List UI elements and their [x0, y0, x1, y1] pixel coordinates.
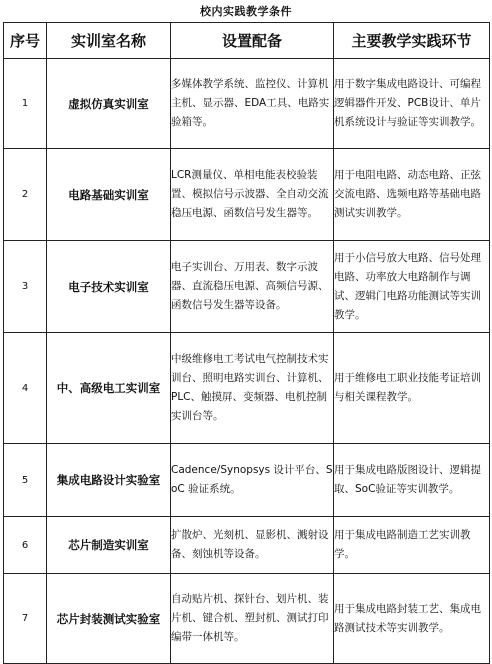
equipment-cell: 中级维修电工考试电气控制技术实训台、照明电路实训台、计算机、PLC、触摸屏、变频器、电机控制实训台等。 [171, 333, 334, 444]
row-number: 5 [4, 444, 47, 517]
practice-cell: 用于集成电路制造工艺实训教学。 [334, 517, 490, 574]
room-name: 芯片制造实训室 [47, 517, 171, 574]
equipment-cell: 电子实训台、万用表、数字示波器、直流稳压电源、高频信号源、函数信号发生器等设备。 [171, 241, 334, 333]
table-row [4, 517, 490, 574]
equipment-cell: 多媒体教学系统、监控仪、计算机主机、显示器、EDA工具、电路实验箱等。 [171, 59, 334, 149]
room-name: 芯片封装测试实验室 [47, 574, 171, 664]
equipment-cell: LCR测量仪、单相电能表校验装置、模拟信号示波器、全自动交流稳压电源、函数信号发生器等。 [171, 149, 334, 241]
row-number: 4 [4, 333, 47, 444]
table-row [4, 241, 490, 333]
equipment-cell: Cadence/Synopsys 设计平台、SoC 验证系统。 [171, 444, 334, 517]
practice-cell: 用于集成电路封装工艺、集成电路测试技术等实训教学。 [334, 574, 490, 664]
header-equipment: 设置配备 [171, 23, 334, 59]
row-number: 7 [4, 574, 47, 664]
room-name: 集成电路设计实验室 [47, 444, 171, 517]
table-caption: 校内实践教学条件 [200, 5, 292, 18]
practice-cell: 用于电阻电路、动态电路、正弦交流电路、选频电路等基础电路测试实训教学。 [334, 149, 490, 241]
room-name: 电路基础实训室 [47, 149, 171, 241]
table-row [4, 574, 490, 664]
row-number: 2 [4, 149, 47, 241]
header-practice: 主要教学实践环节 [334, 23, 490, 59]
header-row [4, 23, 490, 59]
header-room-name: 实训室名称 [47, 23, 171, 59]
practice-cell: 用于维修电工职业技能考证培训与相关课程教学。 [334, 333, 490, 444]
table-row [4, 59, 490, 149]
room-name: 中、高级电工实训室 [47, 333, 171, 444]
row-number: 1 [4, 59, 47, 149]
room-name: 虚拟仿真实训室 [47, 59, 171, 149]
row-number: 3 [4, 241, 47, 333]
practice-cell: 用于集成电路版图设计、逻辑提取、SoC验证等实训教学。 [334, 444, 490, 517]
table-row [4, 444, 490, 517]
training-room-table [3, 22, 490, 664]
equipment-cell: 扩散炉、光刻机、显影机、溅射设备、刻蚀机等设备。 [171, 517, 334, 574]
table-row [4, 333, 490, 444]
practice-cell: 用于小信号放大电路、信号处理电路、功率放大电路制作与调试、逻辑门电路功能测试等实训教学。 [334, 241, 490, 333]
equipment-cell: 自动贴片机、探针台、划片机、装片机、键合机、塑封机、测试打印编带一体机等。 [171, 574, 334, 664]
room-name: 电子技术实训室 [47, 241, 171, 333]
row-number: 6 [4, 517, 47, 574]
header-number: 序号 [4, 23, 47, 59]
practice-cell: 用于数字集成电路设计、可编程逻辑器件开发、PCB设计、单片机系统设计与验证等实训教学。 [334, 59, 490, 149]
table-row [4, 149, 490, 241]
